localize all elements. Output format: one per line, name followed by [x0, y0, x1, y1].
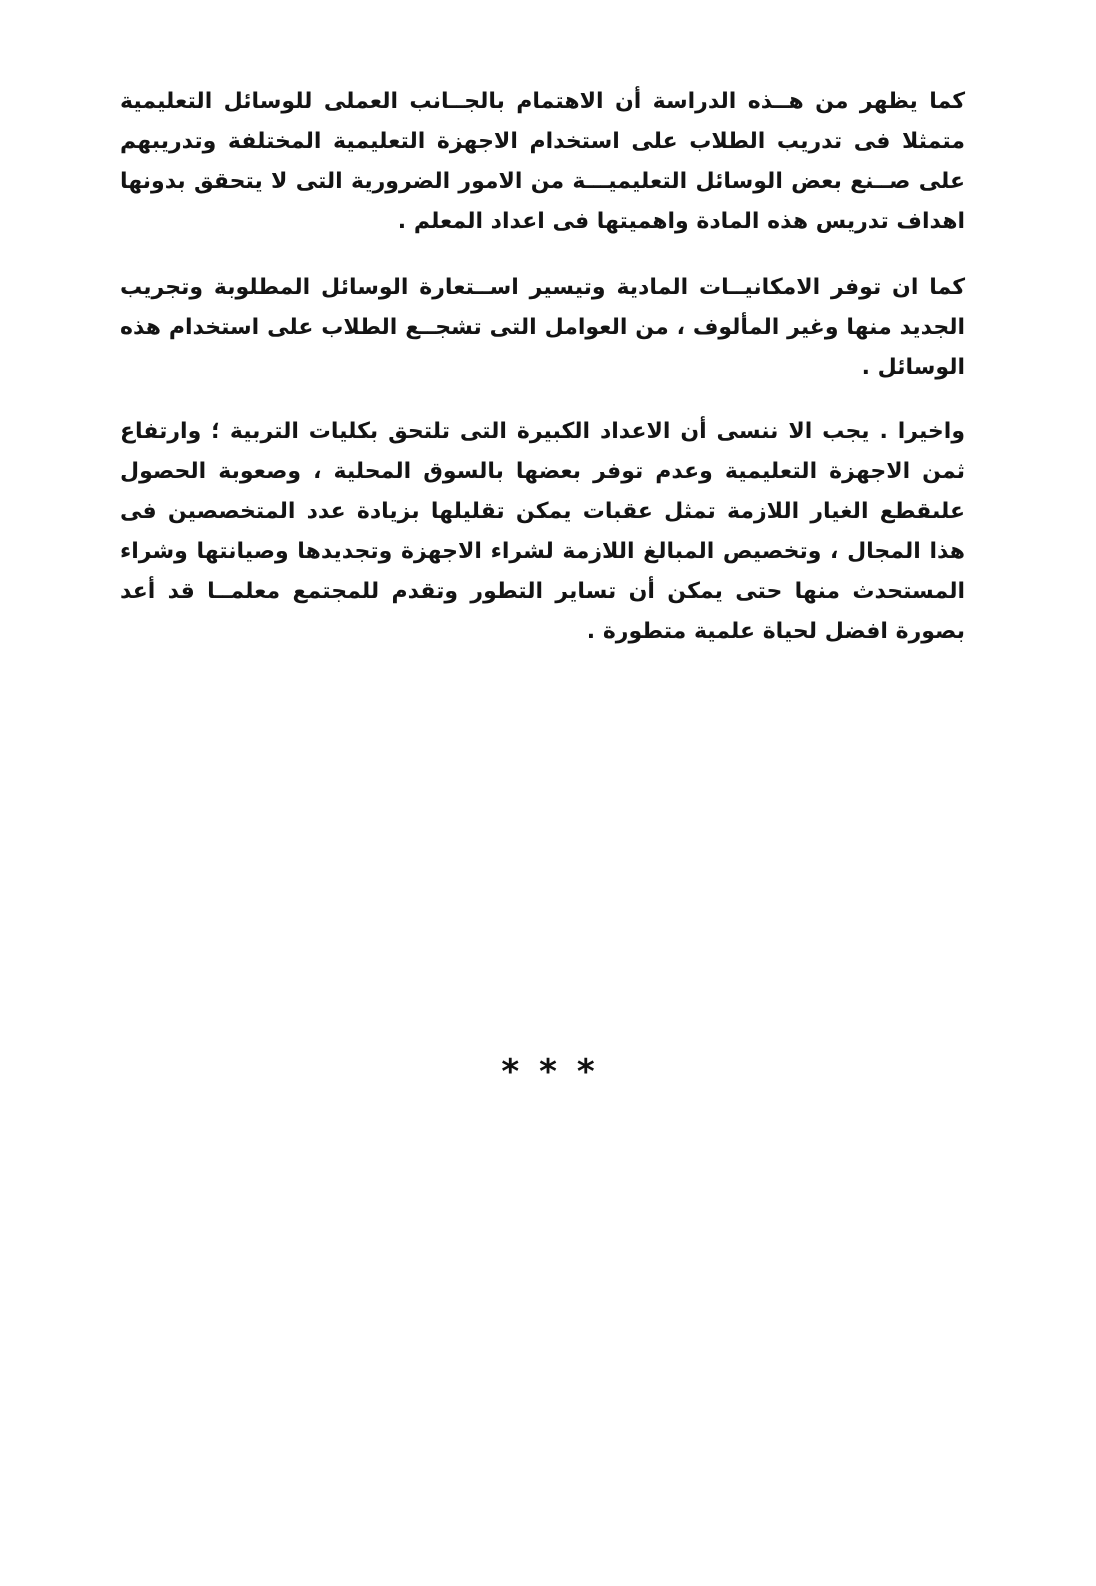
section-separator: *** — [501, 1052, 615, 1092]
paragraph-conclusion: واخيرا . يجب الا ننسى أن الاعداد الكبيرة التى تلتحق بكليات التربية ؛ وارتفاع ثمن الاجهزة التعليمية وعدم توفر بعضها بالسوق المحلية ، وصعوبة الحصول علىقطع الغيار اللازمة تمثل عقبات يمكن تقليلها بزيادة عدد المتخصصين فى هذا المجال ، وتخصيص المبالغ اللازمة لشراء الاجهزة وتجديدها وصيانتها وشراء المستحدث منها حتى يمكن أن تساير التطور وتقدم للمجتمع معلمــا قد أعد بصورة افضل لحياة علمية متطورة . — [120, 419, 965, 644]
paragraph-material-resources: كما ان توفر الامكانيــات المادية وتيسير اســتعارة الوسائل المطلوبة وتجريب الجديد منها وغير المألوف ، من العوامل التى تشجــع الطلاب على استخدام هذه الوسائل . — [120, 275, 965, 380]
paragraph-practical-training: كما يظهر من هــذه الدراسة أن الاهتمام بالجــانب العملى للوسائل التعليمية متمثلا فى تدريب الطلاب على استخدام الاجهزة التعليمية المختلفة وتدريبهم على صــنع بعض الوسائل التعليميـــة من الامور الضرورية التى لا يتحقق بدونها اهداف تدريس هذه المادة واهميتها فى اعداد المعلم . — [120, 89, 965, 234]
